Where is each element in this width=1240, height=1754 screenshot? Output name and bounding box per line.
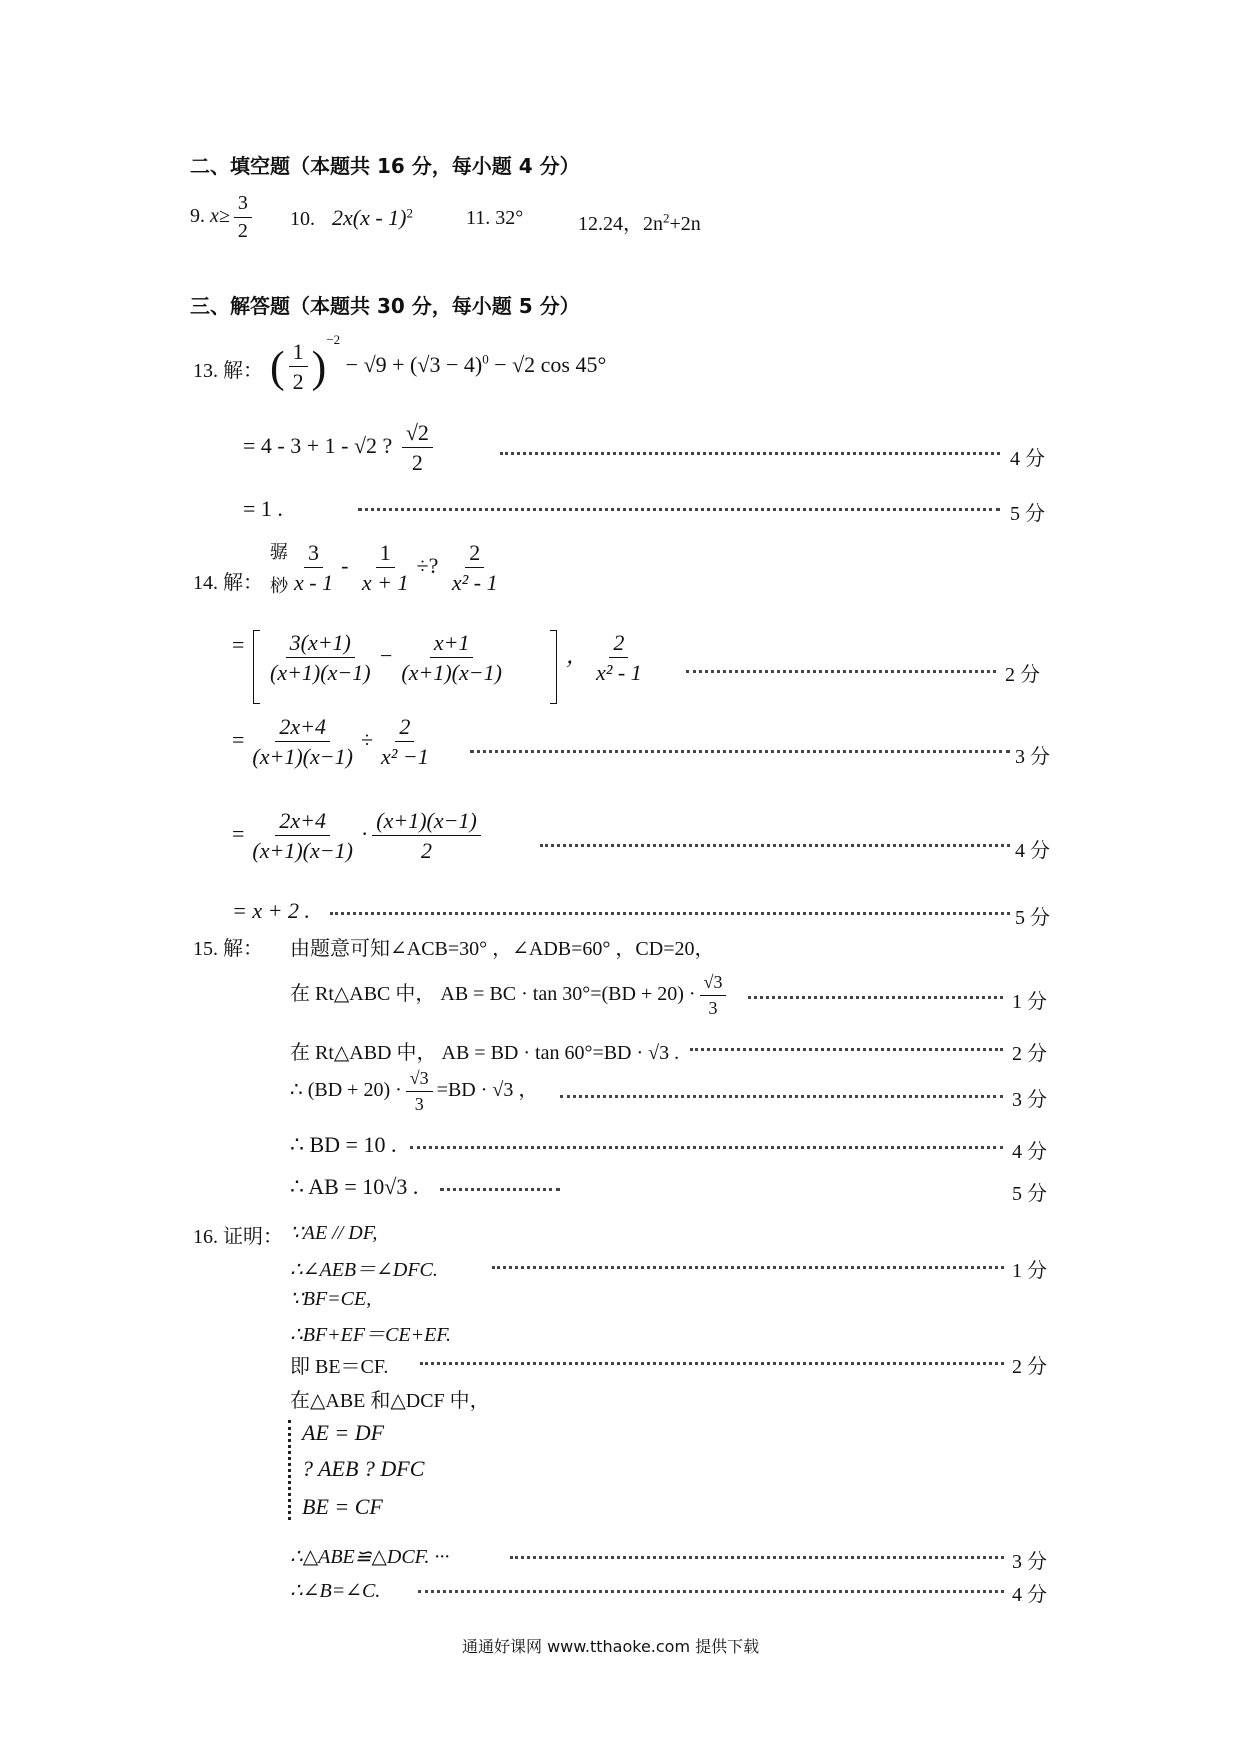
q16-system-line3: BE = CF <box>302 1494 383 1519</box>
q15-line3: ∴ (BD + 20) · $\frac{√3}{3}$ =BD · √3 ， <box>290 1068 539 1114</box>
q13-step2-score: 5 分 <box>1010 503 1045 525</box>
answer-9 <box>190 192 256 243</box>
q15-label: 15. 解： <box>193 938 263 960</box>
a9-label: 9. <box>190 205 205 228</box>
q15-line2-dots <box>690 1048 1003 1051</box>
q16-line8-score: 4 分 <box>1012 1584 1047 1606</box>
q15-line5-dots <box>440 1188 560 1191</box>
q15-line3-dots <box>560 1095 1003 1098</box>
q15-line5-score: 5 分 <box>1012 1183 1047 1205</box>
q16-system-brace <box>288 1420 295 1520</box>
q16-line8: ∴∠B=∠C. <box>290 1580 381 1602</box>
q13-step1-score: 4 分 <box>1010 448 1045 470</box>
q14-left-bracket <box>253 630 260 704</box>
answer-11: 11. 32° <box>466 207 524 229</box>
q14-header-expr: $\frac{3}{x - 1}$ - $\frac{1}{x + 1}$ ÷? $\frac{2}{\text{x² - 1}}$ <box>294 540 498 596</box>
section3-heading: 三、解答题（本题共 30 分，每小题 5 分） <box>190 294 580 318</box>
q15-line4: ∴ BD = 10 . <box>290 1132 397 1157</box>
q13-step1-dots <box>500 452 1000 455</box>
q14-step2-score: 3 分 <box>1015 746 1050 768</box>
answer-10: 10. 2x(x - 1)$^2$ <box>290 205 414 230</box>
q15-line2: 在 Rt△ABD 中， AB = BD · tan 60°=BD · √3 . <box>290 1042 680 1064</box>
q14-garble: 骣 桫 <box>270 542 288 596</box>
q15-intro: 由题意可知∠ACB=30° ，∠ADB=60° ，CD=20， <box>290 938 715 960</box>
q16-line7: ∴△ABE≌△DCF. ··· <box>290 1546 450 1568</box>
q13-expression: ( $\frac{1}{2}$ )$^{-2} - √9 + (√3 - 4)^0 - √2$ cos 45° <box>270 332 607 395</box>
q14-step1-tail: ， $\frac{2}{\text{x² - 1}}$ <box>566 630 642 686</box>
q15-line4-score: 4 分 <box>1012 1141 1047 1163</box>
q16-system-line1: AE = DF <box>302 1420 385 1445</box>
q14-step1-expr: $\frac{3(x+1)}{(x+1)(x-1)}$ − $\frac{x+1}{(x+1)(x-1)}$ <box>270 630 502 686</box>
q16-line2: ∴∠AEB＝∠DFC. <box>290 1259 438 1281</box>
q14-label: 14. 解： <box>193 572 263 594</box>
q14-right-bracket <box>550 630 557 704</box>
q16-line8-dots <box>418 1590 1004 1593</box>
q16-line5-dots <box>420 1362 1004 1365</box>
q16-line7-score: 3 分 <box>1012 1551 1047 1573</box>
a9-frac: $\frac{3}{2}$ <box>234 192 252 243</box>
q14-step1-dots <box>686 670 996 673</box>
q15-line3-score: 3 分 <box>1012 1089 1047 1111</box>
q15-line1-dots <box>748 996 1003 999</box>
q15-line5: ∴ AB = 10√3 . <box>290 1174 419 1199</box>
q13-step1: = 4 - 3 + 1 - √2 ? $\frac{√2}{2}$ <box>243 420 437 476</box>
q16-line3: ∵BF=CE, <box>290 1288 372 1310</box>
q13-label: 13. 解： <box>193 360 263 382</box>
q14-step4: = x + 2 . <box>232 898 310 923</box>
section2-heading: 二、填空题（本题共 16 分，每小题 4 分） <box>190 154 580 178</box>
q14-step3-dots <box>540 844 1010 847</box>
q14-step4-score: 5 分 <box>1015 907 1050 929</box>
q16-label: 16. 证明： <box>193 1226 283 1248</box>
q13-step2: = 1 . <box>243 496 283 521</box>
q14-step3-score: 4 分 <box>1015 840 1050 862</box>
q15-line2-score: 2 分 <box>1012 1043 1047 1065</box>
footer-source: 通通好课网 www.tthaoke.com 提供下载 <box>462 1637 760 1656</box>
q15-line4-dots <box>410 1146 1003 1149</box>
q16-line5-score: 2 分 <box>1012 1356 1047 1378</box>
q16-line4: ∴BF+EF＝CE+EF. <box>290 1324 451 1346</box>
q16-system-line2: ? AEB ? DFC <box>302 1456 425 1481</box>
q13-step2-dots <box>358 508 1000 511</box>
answer-12: 12.24，$2n^2+2n$ <box>578 210 701 235</box>
q14-step2: = $\frac{2x+4}{(x+1)(x-1)}$ ÷ $\frac{2}{\text{x² −1}}$ <box>232 714 429 770</box>
q15-line1-score: 1 分 <box>1012 991 1047 1013</box>
q16-line1: ∵AE // DF, <box>290 1222 378 1244</box>
q16-line7-dots <box>510 1556 1004 1559</box>
q16-line5: 即 BE＝CF. <box>290 1356 389 1378</box>
q14-step1: = <box>232 632 245 657</box>
q16-line2-score: 1 分 <box>1012 1260 1047 1282</box>
q16-line2-dots <box>492 1266 1004 1269</box>
q14-step3: = $\frac{2x+4}{(x+1)(x-1)}$ · $\frac{(x+1)(x-1)}{2}$ <box>232 808 485 864</box>
q15-line1: 在 Rt△ABC 中， AB = BC · tan 30°=(BD + 20) · $\frac{√3}{3}$ <box>290 972 730 1018</box>
q14-step4-dots <box>330 912 1010 915</box>
q14-step2-dots <box>470 750 1010 753</box>
a9-expr: x≥ <box>210 205 230 228</box>
q16-line6: 在△ABE 和△DCF 中， <box>290 1390 490 1412</box>
q14-step1-score: 2 分 <box>1005 664 1040 686</box>
